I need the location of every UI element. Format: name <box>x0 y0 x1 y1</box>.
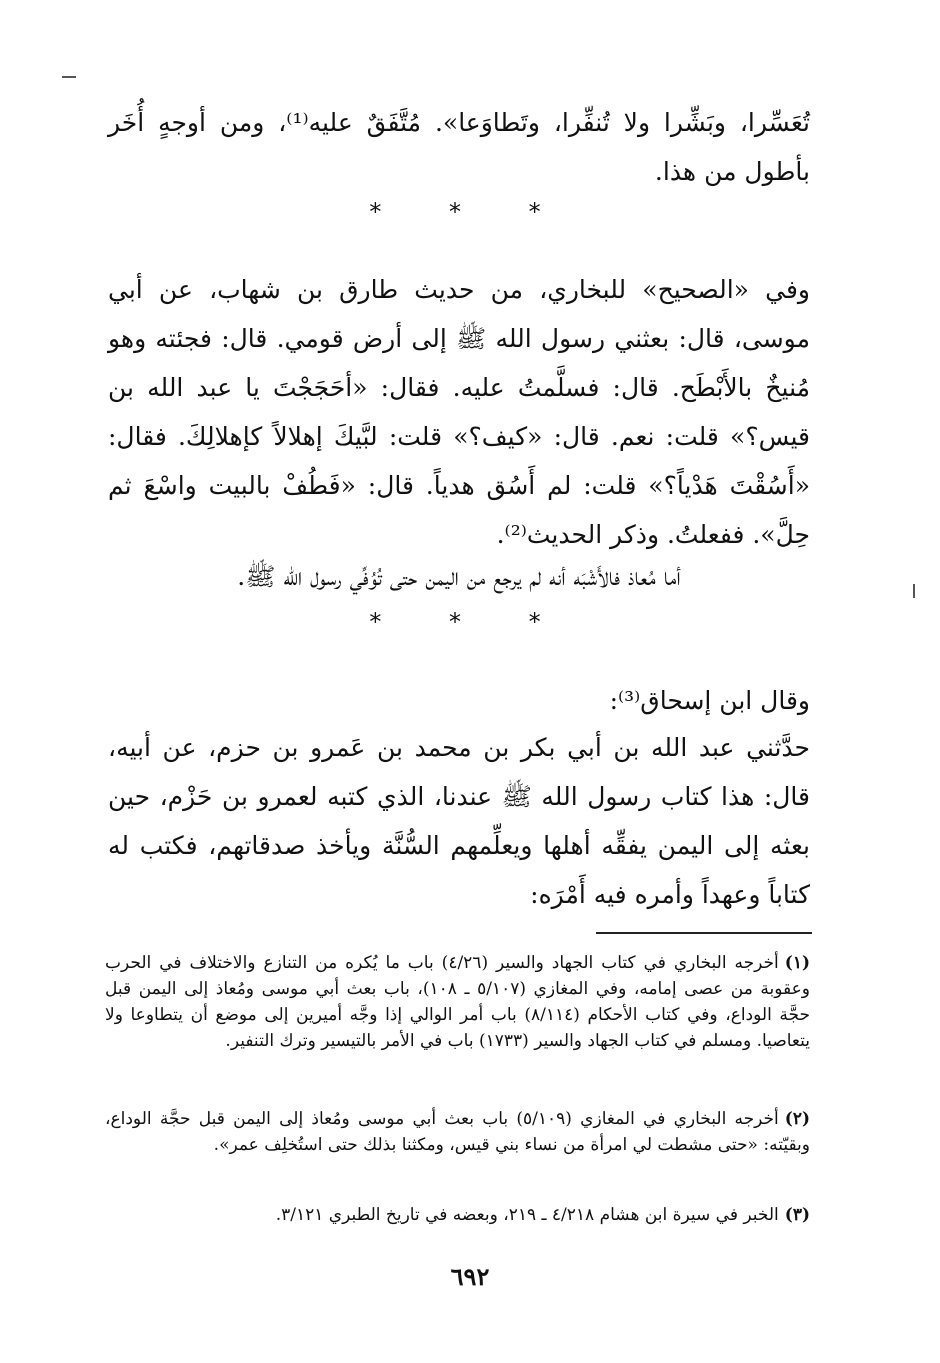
footnote-number: (٢) <box>784 1109 811 1129</box>
separator-stars-1: * * * <box>369 198 571 226</box>
footnote-text: أخرجه البخاري في كتاب الجهاد والسير (٤/٢٦) باب ما يُكره من التنازع والاختلاف في الحرب وعقوبة من عصى إمامه، وفي المغازي (٥/١٠٧ ـ ١٠٨)، باب بعث أبي موسى ومُعاذ إلى اليمن قبل حجَّة الوداع، وفي كتاب الأحكام (٨/١١٤) باب أمر الوالي إذا وجَّه أميرين إلى موضع أن يتطاوعا ولا يتعاصيا. ومسلم في كتاب الجهاد والسير (١٧٣٣) باب في الأمر بالتيسير وترك التنفير. <box>105 953 811 1051</box>
separator-stars-2: * * * <box>369 608 571 636</box>
footnote-number: (١) <box>784 953 810 973</box>
footnote-2 <box>105 1106 810 1158</box>
footnote-3 <box>105 1202 810 1228</box>
footnote-divider <box>596 932 812 934</box>
footnote-number: (٣) <box>784 1205 810 1225</box>
page-number: ٦٩٢ <box>450 1262 490 1291</box>
footnote-text: أخرجه البخاري في المغازي (٥/١٠٩) باب بعث أبي موسى ومُعاذ إلى اليمن قبل حجَّة الوداع، وبقيّته: «حتى مشطت لي امرأة من نساء بني قيس، ومكثنا بذلك حتى استُخلِف عمر». <box>105 1109 810 1155</box>
paragraph-5: حدَّثني عبد الله بن أبي بكر بن محمد بن عَمرو بن حزم، عن أبيه، قال: هذا كتاب رسول الله ﷺ عندنا، الذي كتبه لعمرو بن حَزْم، حين بعثه إلى اليمن يفقِّه أهلها ويعلِّمهم السُّنَّة ويأخذ صدقاتهم، فكتب له كتاباً وعهداً وأمره فيه أَمْرَه: <box>108 733 810 909</box>
footnote-text: الخبر في سيرة ابن هشام ٤/٢١٨ ـ ٢١٩، وبعضه في تاريخ الطبري ٣/١٢١. <box>275 1205 779 1225</box>
scan-mark <box>913 584 915 598</box>
paragraph-3: أما مُعاذ فالأَشْبَه أنه لم يرجع من اليمن حتى تُوُفِّي رسول الله ﷺ. <box>237 562 681 591</box>
paragraph-4: وقال ابن إسحاق⁽³⁾: <box>609 686 810 715</box>
paragraph-2: وفي «الصحيح» للبخاري، من حديث طارق بن شهاب، عن أبي موسى، قال: بعثني رسول الله ﷺ إلى أرض قومي. قال: فجئته وهو مُنيخٌ بالأَبْطَح. قال: فسلَّمتُ عليه. فقال: «أحَجَجْتَ يا عبد الله بن قيس؟» قلت: نعم. قال: «كيف؟» قلت: لبَّيكَ إهلالاً كإهلالِكَ. فقال: «أَسُقْتَ هَدْياً؟» قلت: لم أَسُق هدياً. قال: «فَطُفْ بالبيت واسْعَ ثم حِلَّ». ففعلتُ. وذكر الحديث⁽²⁾. <box>108 275 810 549</box>
footnote-1 <box>105 950 810 1054</box>
paragraph-1: تُعَسِّرا، وبَشِّرا ولا تُنفِّرا، وتَطاوَعا». مُتَّفَقٌ عليه⁽¹⁾، ومن أوجهٍ أُخَر بأطول من هذا. <box>108 108 810 186</box>
scan-mark <box>62 76 76 78</box>
